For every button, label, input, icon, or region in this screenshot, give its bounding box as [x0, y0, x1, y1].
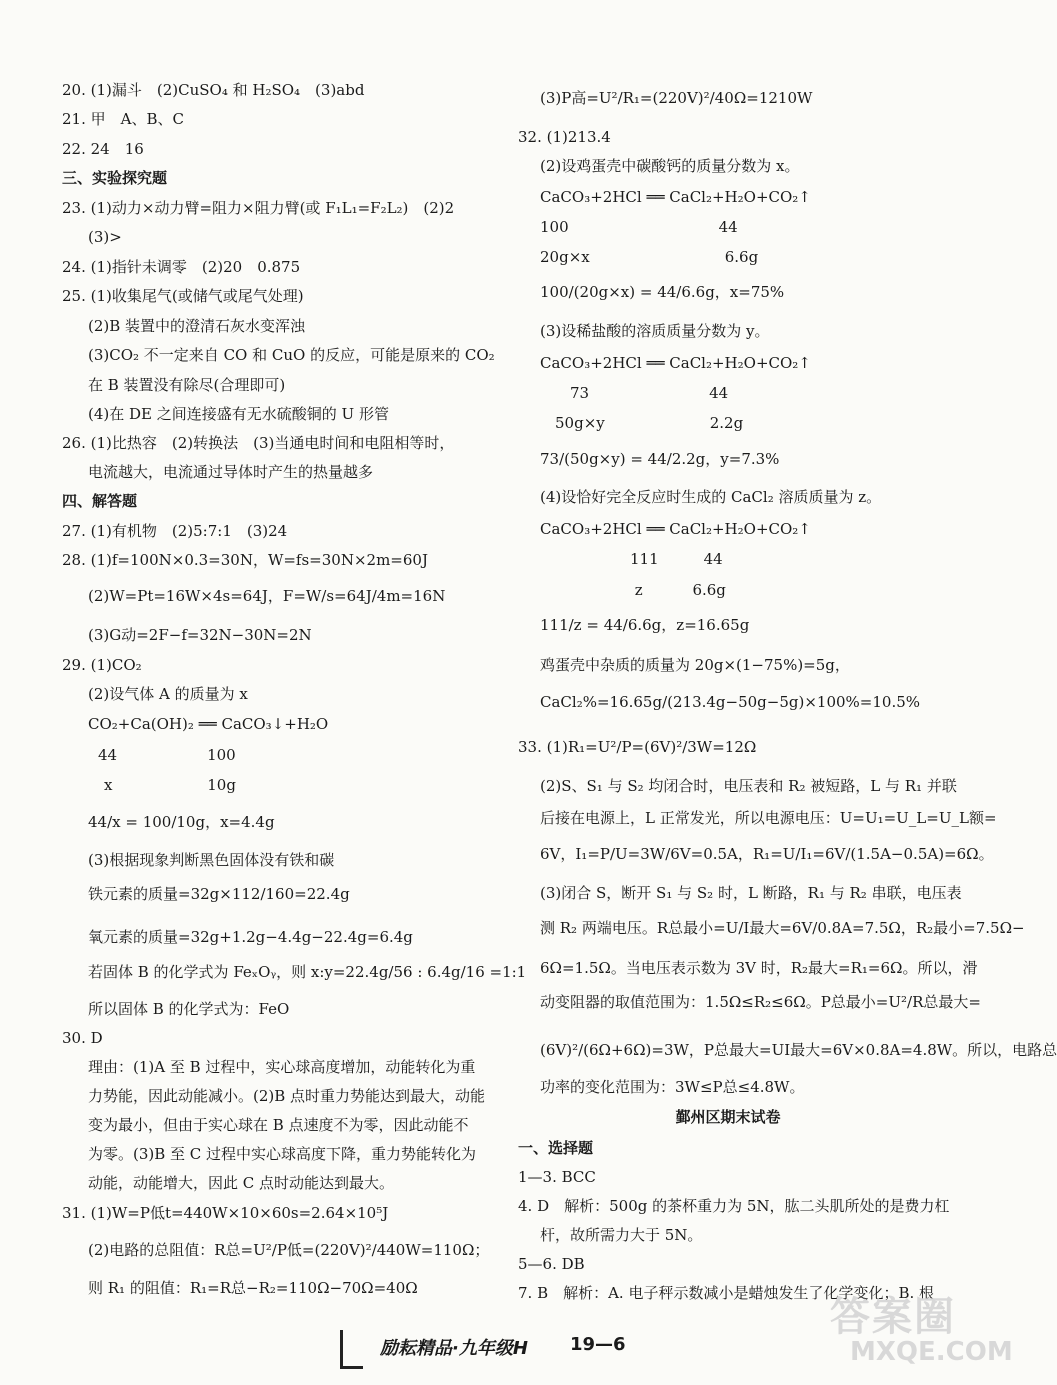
section-heading-4: 四、解答题: [62, 492, 138, 510]
answer-29-2: (2)设气体 A 的质量为 x: [88, 685, 248, 703]
impurity-mass: 鸡蛋壳中杂质的质量为 20g×(1−75%)=5g，: [540, 656, 850, 674]
ratio-calc: 若固体 B 的化学式为 FeₓOᵧ，则 x:y=22.4g/56 : 6.4g/16 =1:1: [88, 963, 527, 981]
page-footer: [340, 1330, 660, 1370]
answer-33-3a: (3)闭合 S，断开 S₁ 与 S₂ 时，L 断路，R₁ 与 R₂ 串联，电压表: [540, 884, 962, 902]
answer-31-1: 31. (1)W=P低t=440W×10×60s=2.64×10⁵J: [62, 1204, 389, 1222]
iron-mass: 铁元素的质量=32g×112/160=22.4g: [88, 885, 350, 903]
equation-32a: CaCO₃+2HCl ══ CaCl₂+H₂O+CO₂↑: [540, 188, 811, 206]
answer-32-3: (3)设稀盐酸的溶质质量分数为 y。: [540, 322, 770, 340]
equation-29-masses: 44 100: [98, 746, 236, 764]
footer-brand: 励耘精品·九年级H: [380, 1338, 528, 1359]
answer-33-3c: 6Ω=1.5Ω。当电压表示数为 3V 时，R₂最大=R₁=6Ω。所以，滑: [540, 959, 978, 977]
answer-24: 24. (1)指针未调零 (2)20 0.875: [62, 258, 301, 276]
footer-bracket: [340, 1330, 363, 1369]
equation-32b-masses: 73 44: [540, 384, 729, 402]
answer-33-2a: (2)S、S₁ 与 S₂ 均闭合时，电压表和 R₂ 被短路，L 与 R₁ 并联: [540, 777, 957, 795]
watermark: [810, 1285, 1013, 1380]
reason-30-e: 动能，动能增大，因此 C 点时动能达到最大。: [88, 1174, 395, 1192]
equation-29-unknowns: x 10g: [104, 776, 236, 794]
equation-32c: CaCO₃+2HCl ══ CaCl₂+H₂O+CO₂↑: [540, 520, 811, 538]
equation-29: CO₂+Ca(OH)₂ ══ CaCO₃↓+H₂O: [88, 715, 329, 733]
equation-32b-unknowns: 50g×y 2.2g: [540, 414, 744, 432]
answer-25-3b: 在 B 装置没有除尽(合理即可): [88, 376, 286, 394]
cacl2-percent: CaCl₂%=16.65g/(213.4g−50g−5g)×100%=10.5%: [540, 693, 921, 711]
watermark-logo: 答案圈: [830, 1294, 956, 1340]
answer-28-1: 28. (1)f=100N×0.3=30N，W=fs=30N×2m=60J: [62, 551, 428, 569]
answer-28-2: (2)W=Pt=16W×4s=64J，F=W/s=64J/4m=16N: [88, 587, 446, 605]
equation-32a-unknowns: 20g×x 6.6g: [540, 248, 759, 266]
reason-30-d: 为零。(3)B 至 C 过程中实心球高度下降，重力势能转化为: [88, 1145, 477, 1163]
answer-27: 27. (1)有机物 (2)5:7:1 (3)24: [62, 522, 288, 540]
answer-25-3: (3)CO₂ 不一定来自 CO 和 CuO 的反应，可能是原来的 CO₂: [88, 346, 495, 364]
answer-31-r1: 则 R₁ 的阻值：R₁=R总−R₂=110Ω−70Ω=40Ω: [88, 1279, 418, 1297]
answer-25-4: (4)在 DE 之间连接盛有无水硫酸铜的 U 形管: [88, 405, 389, 423]
answer-26: 26. (1)比热容 (2)转换法 (3)当通电时间和电阻相等时，: [62, 434, 455, 452]
answer-32-4: (4)设恰好完全反应时生成的 CaCl₂ 溶质质量为 z。: [540, 488, 882, 506]
section-heading-3: 三、实验探究题: [62, 169, 168, 187]
answer-31-3: (3)P高=U²/R₁=(220V)²/40Ω=1210W: [540, 89, 813, 107]
proportion-32b: 73/(50g×y) = 44/2.2g，y=7.3%: [540, 450, 780, 468]
answer-20: 20. (1)漏斗 (2)CuSO₄ 和 H₂SO₄ (3)abd: [62, 81, 365, 99]
page-number: 19—6: [570, 1334, 626, 1355]
answer-33-3b: 测 R₂ 两端电压。R总最小=U/I最大=6V/0.8A=7.5Ω，R₂最小=7.5Ω−: [540, 919, 1025, 937]
answer-33-3d: 动变阻器的取值范围为：1.5Ω≤R₂≤6Ω。P总最小=U²/R总最大=: [540, 993, 981, 1011]
section-heading-choice: 一、选择题: [518, 1139, 594, 1157]
oxygen-mass: 氧元素的质量=32g+1.2g−4.4g−22.4g=6.4g: [88, 928, 413, 946]
answer-7: 7. B 解析：A. 电子秤示数减小是蜡烛发生了化学变化；B. 根: [518, 1284, 935, 1302]
answer-33-2c: 6V，I₁=P/U=3W/6V=0.5A，R₁=U/I₁=6V/(1.5A−0.5A)=6Ω。: [540, 845, 994, 863]
answer-33-1: 33. (1)R₁=U²/P=(6V)²/3W=12Ω: [518, 738, 757, 756]
answer-5-6: 5—6. DB: [518, 1255, 585, 1273]
answer-1-3: 1—3. BCC: [518, 1168, 596, 1186]
formula-b: 所以固体 B 的化学式为：FeO: [88, 1000, 290, 1018]
answer-25-2: (2)B 装置中的澄清石灰水变浑浊: [88, 317, 306, 335]
answer-4b: 杆，故所需力大于 5N。: [540, 1226, 703, 1244]
answer-33-2b: 后接在电源上，L 正常发光，所以电源电压：U=U₁=U_L=U_L额=: [540, 809, 997, 827]
answer-23-3: (3)>: [88, 228, 122, 246]
answer-23: 23. (1)动力×动力臂=阻力×阻力臂(或 F₁L₁=F₂L₂) (2)2: [62, 199, 455, 217]
answer-21: 21. 甲 A、B、C: [62, 110, 184, 128]
equation-32c-unknowns: z 6.6g: [540, 581, 726, 599]
answer-33-3e: (6V)²/(6Ω+6Ω)=3W，P总最大=UI最大=6V×0.8A=4.8W。所以，电路总: [540, 1041, 1057, 1059]
answer-29-1: 29. (1)CO₂: [62, 656, 142, 674]
answer-26b: 电流越大，电流通过导体时产生的热量越多: [88, 463, 374, 481]
answer-22: 22. 24 16: [62, 140, 144, 158]
answer-32-2: (2)设鸡蛋壳中碳酸钙的质量分数为 x。: [540, 157, 800, 175]
watermark-url: MXQE.COM: [850, 1337, 1013, 1367]
reason-30-c: 变为最小，但由于实心球在 B 点速度不为零，因此动能不: [88, 1116, 469, 1134]
answer-4: 4. D 解析：500g 的茶杯重力为 5N，肱二头肌所处的是费力杠: [518, 1197, 950, 1215]
answer-25-1: 25. (1)收集尾气(或储气或尾气处理): [62, 287, 304, 305]
reason-30-a: 理由：(1)A 至 B 过程中，实心球高度增加，动能转化为重: [88, 1058, 476, 1076]
answer-32-1: 32. (1)213.4: [518, 128, 611, 146]
reason-30-b: 力势能，因此动能减小。(2)B 点时重力势能达到最大，动能: [88, 1087, 486, 1105]
answer-31-2: (2)电路的总阻值：R总=U²/P低=(220V)²/440W=110Ω；: [88, 1241, 490, 1259]
answer-33-3f: 功率的变化范围为：3W≤P总≤4.8W。: [540, 1078, 805, 1096]
answer-29-3: (3)根据现象判断黑色固体没有铁和碳: [88, 851, 335, 869]
proportion-29: 44/x = 100/10g，x=4.4g: [88, 813, 275, 831]
answer-30: 30. D: [62, 1029, 103, 1047]
equation-32a-masses: 100 44: [540, 218, 738, 236]
equation-32b: CaCO₃+2HCl ══ CaCl₂+H₂O+CO₂↑: [540, 354, 811, 372]
proportion-32c: 111/z = 44/6.6g，z=16.65g: [540, 616, 750, 634]
proportion-32a: 100/(20g×x) = 44/6.6g，x=75%: [540, 283, 785, 301]
answer-28-3: (3)G动=2F−f=32N−30N=2N: [88, 626, 312, 644]
equation-32c-masses: 111 44: [540, 550, 723, 568]
exam-title: 鄞州区期末试卷: [675, 1108, 781, 1126]
